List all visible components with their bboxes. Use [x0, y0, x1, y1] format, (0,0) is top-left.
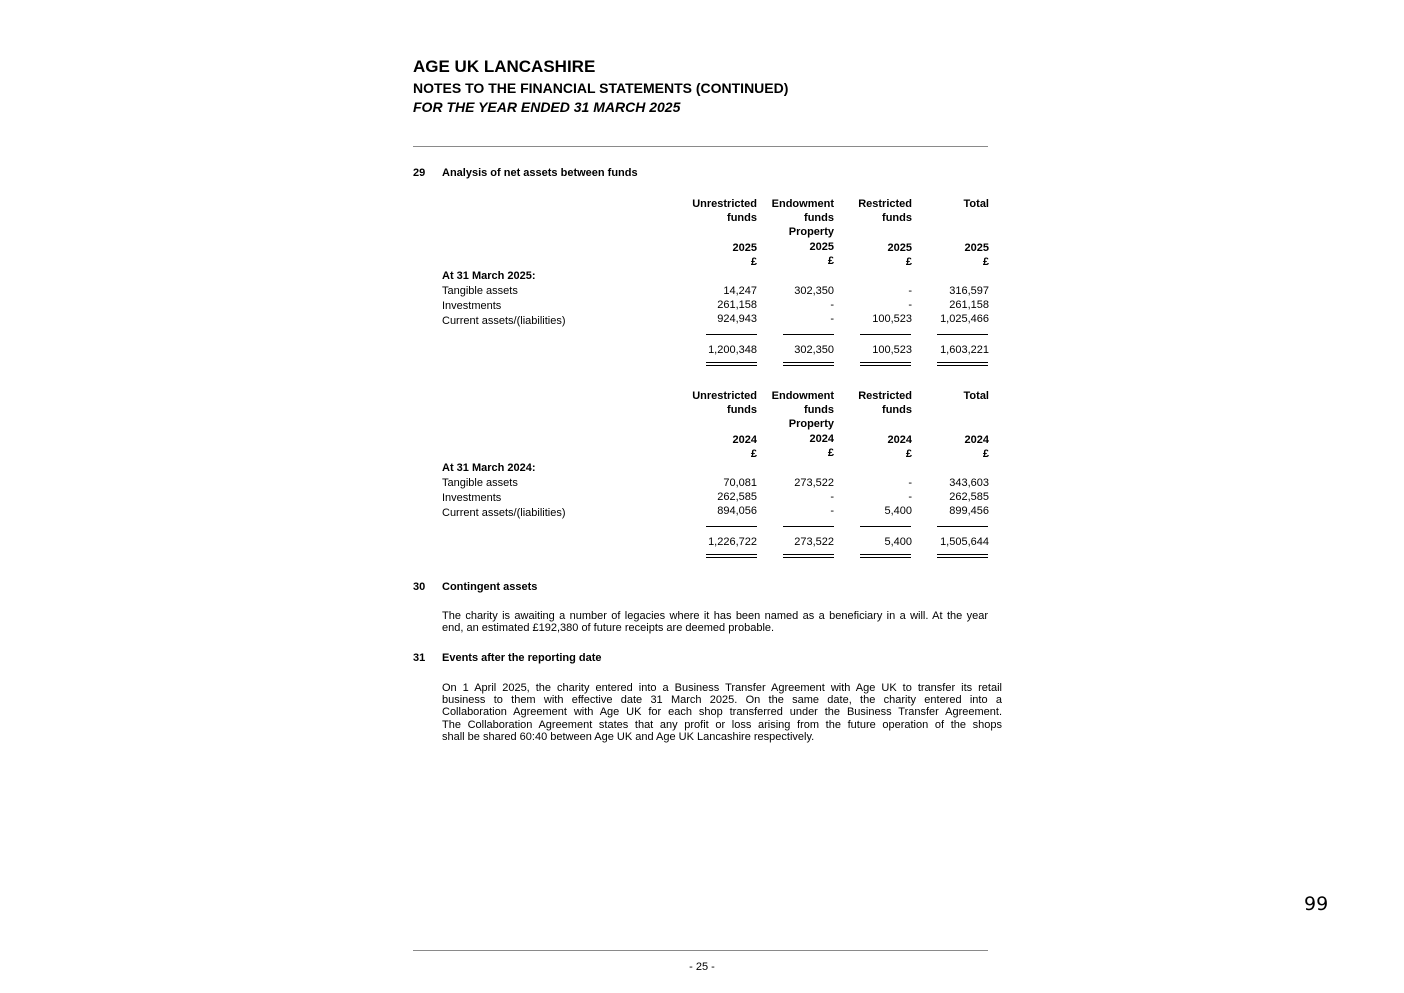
paragraph-line: The charity is awaiting a number of legacies where it has been named as a beneficiary in a will. At the year [442, 610, 988, 622]
cell: 261,158 [949, 299, 989, 311]
note-31-number: 31 [413, 652, 426, 664]
row-label-current-assets: Current assets/(liabilities) [442, 315, 566, 327]
cell: 5,400 [884, 505, 912, 517]
paragraph-line: end, an estimated £192,380 of future receipts are deemed probable. [442, 622, 775, 635]
cell: - [830, 491, 834, 503]
table-heading: At 31 March 2024: [442, 462, 536, 474]
column-header-unrestricted: Unrestricted funds [692, 198, 757, 224]
subtotal-rule [937, 526, 988, 527]
subtotal-rule [783, 334, 834, 335]
total-cell: 5,400 [884, 536, 912, 548]
cell: - [908, 477, 912, 489]
page-number: - 25 - [689, 961, 715, 973]
cell: - [908, 299, 912, 311]
cell: - [830, 313, 834, 325]
subtotal-rule [937, 334, 988, 335]
note-30-text [442, 610, 988, 634]
total-double-rule [706, 362, 757, 366]
cell: 924,943 [717, 313, 757, 325]
column-year-restricted: 2025 £ [887, 242, 912, 268]
cell: 316,597 [949, 285, 989, 297]
column-header-total: Total [963, 390, 989, 402]
cell: - [830, 505, 834, 517]
column-header-total: Total [963, 198, 989, 210]
cell: 302,350 [794, 285, 834, 297]
side-page-number: 99 [1304, 893, 1329, 915]
column-year-endowment: 2025 £ [809, 241, 834, 267]
paragraph-line: The Collaboration Agreement states that any profit or loss arising from the future operation of the shops [442, 718, 1002, 731]
column-header-restricted: Restricted funds [858, 390, 912, 416]
subtotal-rule [706, 334, 757, 335]
cell: - [830, 299, 834, 311]
total-cell: 273,522 [794, 536, 834, 548]
row-label-tangible-assets: Tangible assets [442, 477, 518, 489]
cell: 262,585 [717, 491, 757, 503]
total-double-rule [783, 362, 834, 366]
column-year-total: 2024 £ [964, 434, 989, 460]
subtotal-rule [783, 526, 834, 527]
column-header-unrestricted: Unrestricted funds [692, 390, 757, 416]
paragraph-line: On 1 April 2025, the charity entered into a Business Transfer Agreement with Age UK to transfer its retail [442, 682, 1002, 694]
cell: 262,585 [949, 491, 989, 503]
cell: 894,056 [717, 505, 757, 517]
column-header-restricted: Restricted funds [858, 198, 912, 224]
reporting-period: FOR THE YEAR ENDED 31 MARCH 2025 [413, 99, 681, 115]
column-year-restricted: 2024 £ [887, 434, 912, 460]
cell: 1,025,466 [940, 313, 989, 325]
total-cell: 1,200,348 [708, 344, 757, 356]
cell: 273,522 [794, 477, 834, 489]
column-header-endowment: Endowment funds Property [771, 390, 834, 430]
subtotal-rule [860, 334, 911, 335]
subtotal-rule [706, 526, 757, 527]
footer-divider [413, 950, 988, 951]
note-30-number: 30 [413, 581, 426, 593]
row-label-investments: Investments [442, 300, 502, 312]
row-label-tangible-assets: Tangible assets [442, 285, 518, 297]
cell: 14,247 [723, 285, 757, 297]
cell: 899,456 [949, 505, 989, 517]
note-29-number: 29 [413, 167, 426, 179]
total-double-rule [860, 362, 911, 366]
column-header-endowment: Endowment funds Property [771, 198, 834, 238]
total-cell: 302,350 [794, 344, 834, 356]
note-30-title: Contingent assets [442, 581, 538, 593]
total-cell: 100,523 [872, 344, 912, 356]
paragraph-line: Collaboration Agreement with Age UK for each shop transferred under the Business Transfer Agreement. [442, 706, 1002, 719]
total-double-rule [706, 554, 757, 558]
document-subtitle: NOTES TO THE FINANCIAL STATEMENTS (CONTINUED) [413, 80, 789, 96]
total-cell: 1,505,644 [940, 536, 989, 548]
header-divider [413, 146, 988, 147]
total-double-rule [937, 554, 988, 558]
column-year-total: 2025 £ [964, 242, 989, 268]
column-year-unrestricted: 2025 £ [732, 242, 757, 268]
cell: 70,081 [723, 477, 757, 489]
note-31-text [442, 682, 1002, 743]
total-cell: 1,603,221 [940, 344, 989, 356]
organisation-name: AGE UK LANCASHIRE [413, 57, 596, 76]
cell: 343,603 [949, 477, 989, 489]
cell: 100,523 [872, 313, 912, 325]
table-heading: At 31 March 2025: [442, 270, 536, 282]
row-label-current-assets: Current assets/(liabilities) [442, 507, 566, 519]
total-double-rule [937, 362, 988, 366]
note-29-title: Analysis of net assets between funds [442, 167, 638, 179]
row-label-investments: Investments [442, 492, 502, 504]
total-double-rule [783, 554, 834, 558]
cell: - [908, 285, 912, 297]
cell: - [908, 491, 912, 503]
total-double-rule [860, 554, 911, 558]
column-year-unrestricted: 2024 £ [732, 434, 757, 460]
paragraph-line: shall be shared 60:40 between Age UK and Age UK Lancashire respectively. [442, 730, 815, 743]
paragraph-line: business to them with effective date 31 March 2025. On the same date, the charity entered into a [442, 694, 1002, 707]
column-year-endowment: 2024 £ [809, 433, 834, 459]
total-cell: 1,226,722 [708, 536, 757, 548]
note-31-title: Events after the reporting date [442, 652, 602, 664]
cell: 261,158 [717, 299, 757, 311]
subtotal-rule [860, 526, 911, 527]
